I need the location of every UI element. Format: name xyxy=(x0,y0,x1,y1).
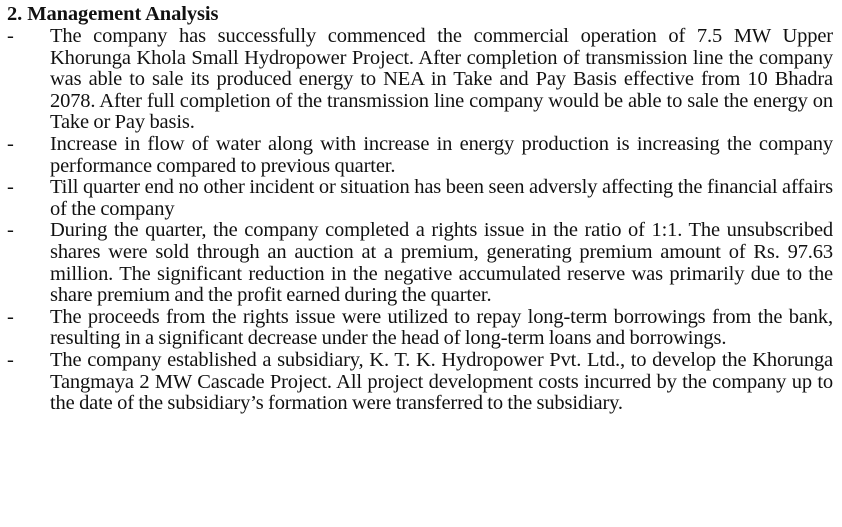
list-item xyxy=(0,134,842,177)
bullet-dash: - xyxy=(7,25,14,47)
bullet-dash: - xyxy=(7,219,14,242)
list-item-text: The company established a subsidiary, K. T. K. Hydropower Pvt. Ltd., to develop the Khorunga Tangmaya 2 MW Cascade Project. All project development costs incurred by the company up to the date of the subsidiary’s formation were transferred to the subsidiary. xyxy=(50,348,833,415)
list-item-text: The company has successfully commenced the commercial operation of 7.5 MW Upper Khorunga Khola Small Hydropower Project. After completion of transmission line the company was able to sale its produced energy to NEA in Take and Pay Basis effective from 10 Bhadra 2078. After full completion of the transmission line company would be able to sale the energy on Take or Pay basis. xyxy=(50,25,833,134)
bullet-dash: - xyxy=(7,176,14,199)
list-item xyxy=(0,177,842,220)
list-item xyxy=(0,350,842,415)
list-item-text: Till quarter end no other incident or situation has been seen adversly affecting the financial affairs of the company xyxy=(50,176,833,220)
list-item-text: Increase in flow of water along with increase in energy production is increasing the company performance compared to previous quarter. xyxy=(50,132,833,177)
section-heading: 2. Management Analysis xyxy=(7,3,219,25)
list-item-text: The proceeds from the rights issue were utilized to repay long-term borrowings from the bank, resulting in a significant decrease under the head of long-term loans and borrowings. xyxy=(50,305,833,350)
list-item xyxy=(0,220,842,306)
bullet-dash: - xyxy=(7,305,14,328)
list-item xyxy=(0,307,842,350)
management-analysis-list xyxy=(0,26,842,415)
list-item-text: During the quarter, the company completed a rights issue in the ratio of 1:1. The unsubscribed shares were sold through an auction at a premium, generating premium amount of Rs. 97.63 million. The significant reduction in the negative accumulated reserve was primarily due to the share premium and the profit earned during the quarter. xyxy=(50,219,833,307)
bullet-dash: - xyxy=(7,132,14,155)
list-item xyxy=(0,26,842,134)
bullet-dash: - xyxy=(7,348,14,371)
